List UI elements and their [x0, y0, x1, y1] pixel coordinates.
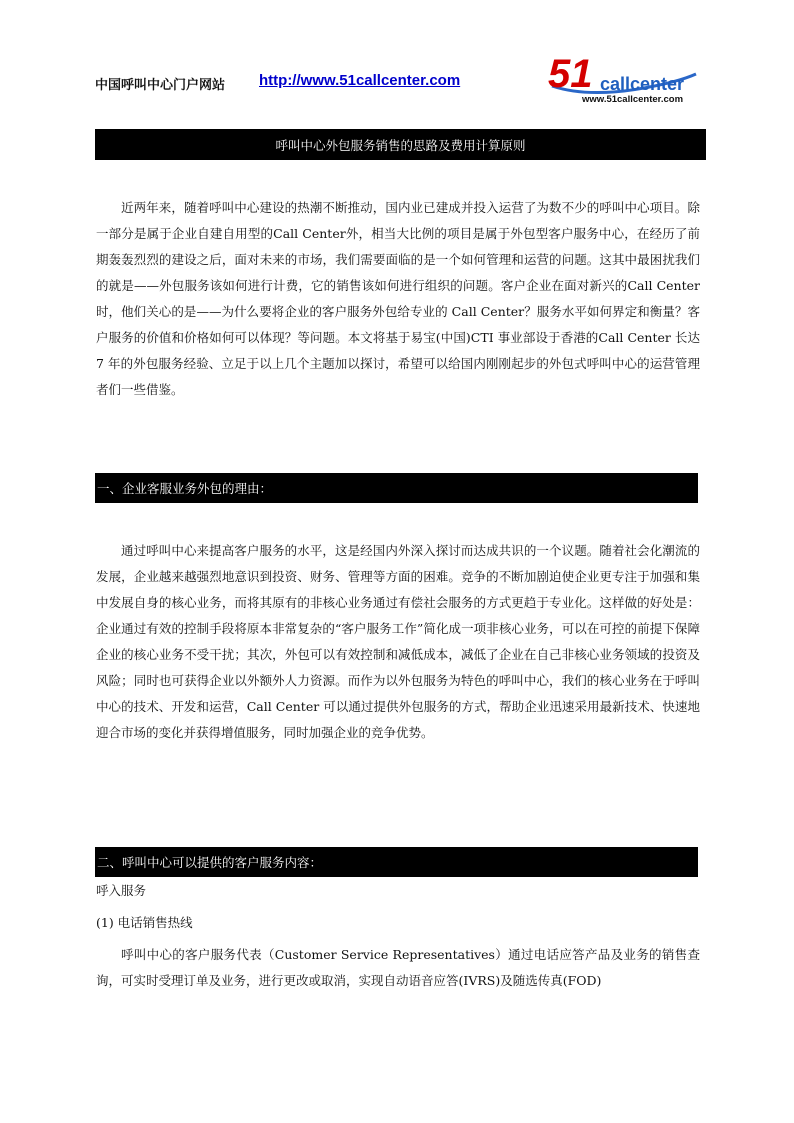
logo-graphic [548, 54, 698, 104]
document-title-bar [95, 129, 706, 160]
site-logo [548, 54, 698, 104]
logo-wordmark: callcenter [600, 74, 685, 94]
section1-heading: 一、企业客服业务外包的理由： [97, 481, 273, 496]
section1-paragraph: 通过呼叫中心来提高客户服务的水平，这是经国内外深入探讨而达成共识的一个议题。随着社会化潮流的发展，企业越来越强烈地意识到投资、财务、管理等方面的困难。竞争的不断加剧迫使企业更专注于加强和集中发展自身的核心业务，而将其原有的非核心业务通过有偿社会服务的方式更趋于专业化。这样做的好处是：企业通过有效的控制手段将原本非常复杂的“客户服务工作”简化成一项非核心业务，可以在可控的前提下保障企业的核心业务不受干扰；其次，外包可以有效控制和减低成本，减低了企业在自己非核心业务领域的投资及风险；同时也可获得企业以外额外人力资源。而作为以外包服务为特色的呼叫中心，我们的核心业务在于呼叫中心的技术、开发和运营，Call Center 可以通过提供外包服务的方式，帮助企业迅速采用最新技术、快速地迎合市场的变化并获得增值服务，同时加强企业的竞争优势。 [96, 543, 700, 740]
section2-heading: 二、呼叫中心可以提供的客户服务内容： [97, 855, 323, 870]
section2-heading-bar [95, 847, 698, 877]
document-title: 呼叫中心外包服务销售的思路及费用计算原则 [275, 137, 526, 153]
intro-paragraph: 近两年来，随着呼叫中心建设的热潮不断推动，国内业已建成并投入运营了为数不少的呼叫中心项目。除一部分是属于企业自建自用型的Call Center外，相当大比例的项目是属于外包型客户服务中心，在经历了前期轰轰烈烈的建设之后，面对未来的市场，我们需要面临的是一个如何管理和运营的问题。这其中最困扰我们的就是——外包服务该如何进行计费，它的销售该如何进行组织的问题。客户企业在面对新兴的Call Center时，他们关心的是——为什么要将企业的客户服务外包给专业的 Call Center？服务水平如何界定和衡量？客户服务的价值和价格如何可以体现？等问题。本文将基于易宝(中国)CTI 事业部设于香港的Call Center 长达 7 年的外包服务经验、立足于以上几个主题加以探讨，希望可以给国内刚刚起步的外包式呼叫中心的运营管理者们一些借鉴。 [96, 200, 700, 397]
site-name: 中国呼叫中心门户网站 [95, 78, 226, 93]
logo-url-text: www.51callcenter.com [582, 94, 684, 104]
sales-hotline-paragraph: 呼叫中心的客户服务代表（Customer Service Representatives）通过电话应答产品及业务的销售查询，可实时受理订单及业务，进行更改或取消，实现自动语音应答(IVRS)及随选传真(FOD) [96, 947, 700, 988]
inbound-service-subheading: 呼入服务 [96, 883, 147, 898]
logo-number: 51 [548, 54, 593, 96]
sales-hotline-item-label: (1) 电话销售热线 [96, 915, 193, 930]
site-url-link[interactable]: http://www.51callcenter.com [259, 72, 461, 89]
section1-heading-bar [95, 473, 698, 503]
